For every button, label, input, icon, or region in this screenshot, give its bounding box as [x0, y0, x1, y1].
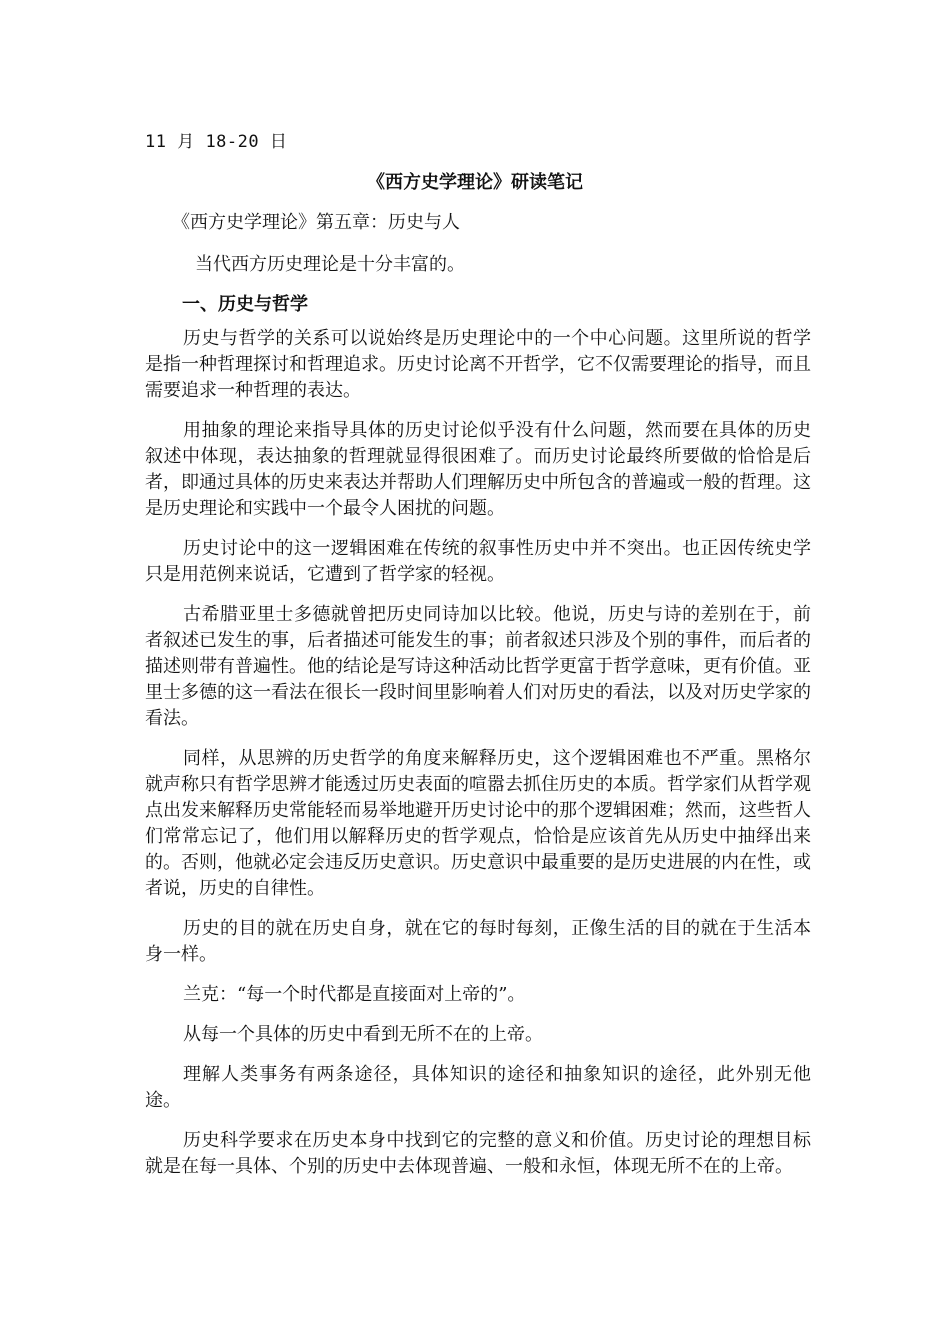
- paragraph: 同样，从思辨的历史哲学的角度来解释历史，这个逻辑困难也不严重。黑格尔就声称只有哲学思辨才能透过历史表面的喧嚣去抓住历史的本质。哲学家们从哲学观点出发来解释历史常能轻而易举地避开历史讨论中的那个逻辑困难；然而，这些哲人们常常忘记了，他们用以解释历史的哲学观点，恰恰是应该首先从历史中抽绎出来的。否则，他就必定会违反历史意识。历史意识中最重要的是历史进展的内在性，或者说，历史的自律性。: [145, 748, 811, 899]
- body-text: [145, 326, 811, 1194]
- paragraph: 历史讨论中的这一逻辑困难在传统的叙事性历史中并不突出。也正因传统史学只是用范例来说话，它遭到了哲学家的轻视。: [145, 538, 811, 585]
- paragraph: 理解人类事务有两条途径，具体知识的途径和抽象知识的途径，此外别无他途。: [145, 1064, 811, 1111]
- paragraph: 从每一个具体的历史中看到无所不在的上帝。: [183, 1024, 543, 1045]
- paragraph: 历史与哲学的关系可以说始终是历史理论中的一个中心问题。这里所说的哲学是指一种哲理探讨和哲理追求。历史讨论离不开哲学，它不仅需要理论的指导，而且需要追求一种哲理的表达。: [145, 328, 811, 401]
- intro-sentence: 当代西方历史理论是十分丰富的。: [195, 254, 465, 275]
- paragraph: 兰克：“每一个时代都是直接面对上帝的”。: [183, 984, 526, 1005]
- paragraph: 用抽象的理论来指导具体的历史讨论似乎没有什么问题，然而要在具体的历史叙述中体现，表达抽象的哲理就显得很困难了。而历史讨论最终所要做的恰恰是后者，即通过具体的历史来表达并帮助人们理解历史中所包含的普遍或一般的哲理。这是历史理论和实践中一个最令人困扰的问题。: [145, 420, 811, 519]
- section-heading: 一、历史与哲学: [182, 294, 308, 315]
- chapter-heading: 《西方史学理论》第五章：历史与人: [172, 212, 460, 233]
- paragraph: 历史科学要求在历史本身中找到它的完整的意义和价值。历史讨论的理想目标就是在每一具体、个别的历史中去体现普遍、一般和永恒，体现无所不在的上帝。: [145, 1130, 811, 1177]
- paragraph: 古希腊亚里士多德就曾把历史同诗加以比较。他说，历史与诗的差别在于，前者叙述已发生的事，后者描述可能发生的事；前者叙述只涉及个别的事件，而后者的描述则带有普遍性。他的结论是写诗这种活动比哲学更富于哲学意味，更有价值。亚里士多德的这一看法在很长一段时间里影响着人们对历史的看法，以及对历史学家的看法。: [145, 604, 811, 729]
- document-title: 《西方史学理论》研读笔记: [367, 172, 583, 193]
- note-date: 11 月 18-20 日: [145, 132, 288, 152]
- paragraph: 历史的目的就在历史自身，就在它的每时每刻，正像生活的目的就在于生活本身一样。: [145, 918, 811, 965]
